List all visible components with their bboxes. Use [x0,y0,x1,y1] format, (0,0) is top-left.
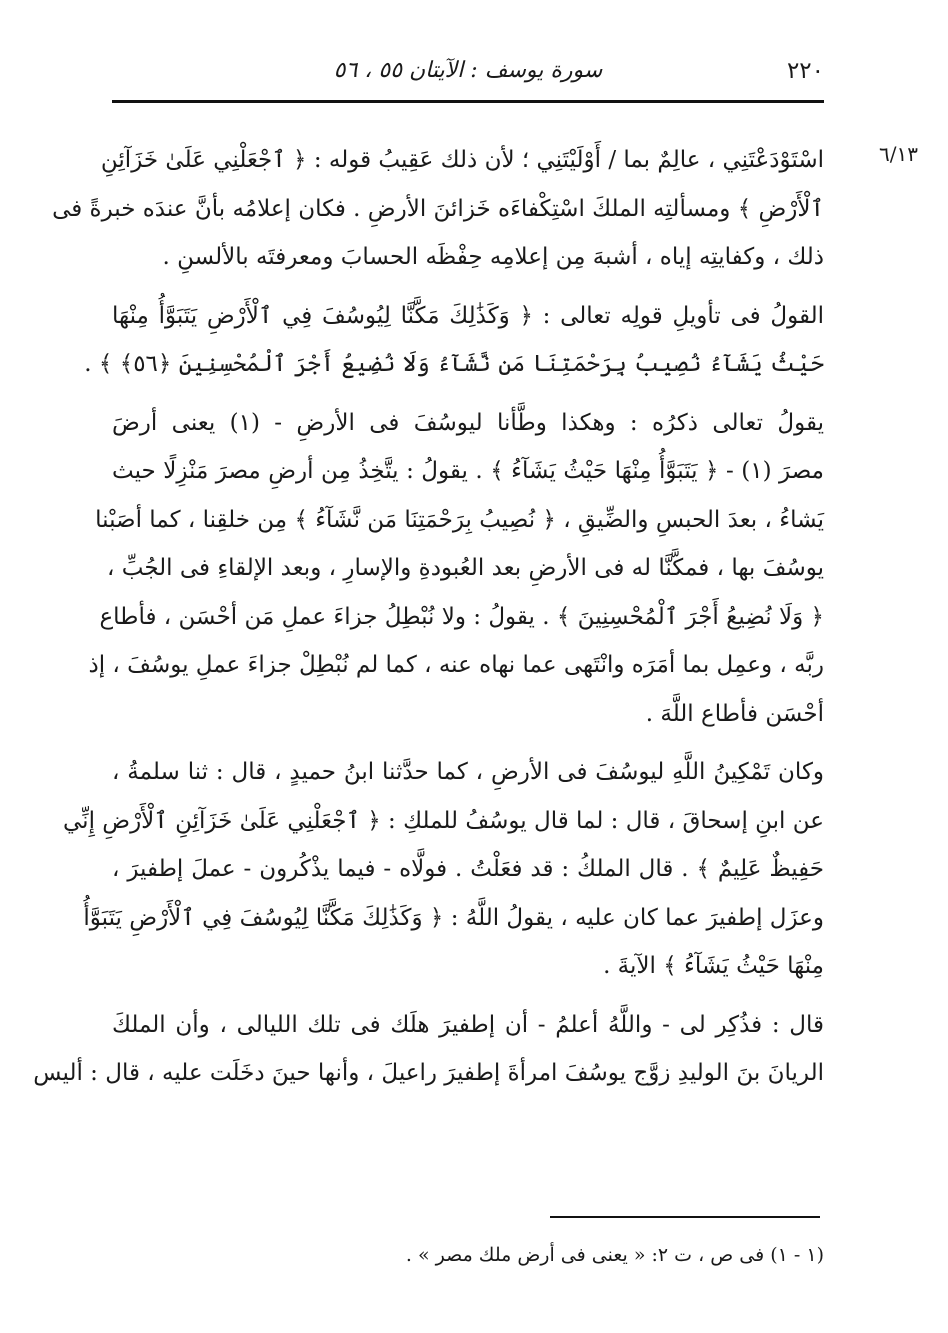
header-rule [112,100,824,103]
text-line: ذلك ، وكفايتِه إياه ، أشبهَ مِن إعلامِه حِفْظَه الحسابَ ومعرفتَه بالألسنِ . [162,244,824,270]
paragraph-gap [112,991,824,1001]
text-line: ﴿ وَلَا نُضِيعُ أَجْرَ ٱلْمُحْسِنِينَ ﴾ . يقولُ : ولا نُبْطِلُ جزاءَ عملِ مَن أحْسَن ، فأطاع [99,603,824,630]
text-line: مصرَ (١) - ﴿ يَتَبَوَّأُ مِنْهَا حَيْثُ يَشَآءُ ﴾ . يقولُ : يتَّخِذُ مِن أرضِ مصرَ مَنْزِلًا حيث [112,458,824,484]
paragraph-gap [112,738,824,748]
page-header [112,52,824,88]
text-line: وعزَل إطفيرَ عما كان عليه ، يقولُ اللَّهُ : ﴿ وَكَذَٰلِكَ مَكَّنَّا لِيُوسُفَ فِي ٱلْأَرْضِ يَتَبَوَّأُ [83,904,824,931]
page-number: ٢٢٠ [786,58,824,84]
text-line: أحْسَن فأطاع اللَّهَ . [645,700,824,727]
text-line: مِنْهَا حَيْثُ يَشَآءُ ﴾ الآيةَ . [603,953,824,979]
text-line: يَشاءُ ، بعدَ الحبسِ والضِّيقِ ، ﴿ نُصِيبُ بِرَحْمَتِنَا مَن نَّشَآءُ ﴾ مِن خلقِنا ، كما أصَبْنا [95,506,824,533]
text-line: حَفِيظٌ عَلِيمٌ ﴾ . قال الملكُ : قد فعَلْتُ . فولَّاه - فيما يذْكُرون - عملَ إطفيرَ ، [112,856,824,882]
text-line: وكان تَمْكِينُ اللَّهِ ليوسُفَ فى الأرضِ ، كما حدَّثنا ابنُ حميدٍ ، قال : ثنا سلمةُ ، [112,759,824,785]
body-text [33,136,824,1098]
text-line: عن ابنِ إسحاقَ ، قال : لما قال يوسُفُ للملكِ : ﴿ ٱجْعَلْنِي عَلَىٰ خَزَآئِنِ ٱلْأَرْضِ إِنِّي [63,807,824,834]
text-line: اسْتَوْدَعْتَنِي ، عالِمٌ بما / أَوْلَيْتَنِي ؛ لأن ذلك عَقِيبُ قوله : ﴿ ٱجْعَلْنِي عَلَىٰ خَزَآئِنِ [100,147,824,173]
text-line: يقولُ تعالى ذكرُه : وهكذا وطَّأنا ليوسُفَ فى الأرضِ - (١) يعنى أرضَ [112,409,824,436]
text-line: ربَّه ، وعمِل بما أمَرَه وانْتَهى عما نهاه عنه ، كما لم نُبْطِلْ جزاءَ عملِ يوسُفَ ، إذ [88,652,824,678]
text-line: ٱلْأَرْضِ ﴾ ومسألتِه الملكَ اسْتِكْفاءَه خَزائنَ الأرضِ . فكان إعلامُه بأنَّ عندَه خبرةً فى [52,195,824,222]
footnote-rule [550,1216,820,1218]
margin-reference: ٦/١٣ [879,142,918,166]
text-line: قال : فذُكِر لى - واللَّهُ أعلمُ - أن إطفيرَ هلَك فى تلك الليالى ، وأن الملكَ [112,1011,824,1038]
paragraph-gap [112,389,824,399]
running-title: سورة يوسف : الآيتان ٥٥ ، ٥٦ [333,58,603,83]
text-line: يوسُفَ بها ، فمكَّنَّا له فى الأرضِ بعد العُبودةِ والإسارِ ، وبعد الإلقاءِ فى الجُبِّ ، [107,555,824,581]
paragraph-gap [112,282,824,292]
footnote: (١ - ١) فى ص ، ت ٢: « يعنى فى أرض ملك مصر » . [405,1244,824,1266]
text-line: حَيْثُ يَشَآءُ نُصِيبُ بِرَحْمَتِنَا مَن نَّشَآءُ وَلَا نُضِيعُ أَجْرَ ٱلْمُحْسِنِينَ ﴿٥٦﴾ ﴾ . [84,351,824,377]
text-line: القولُ فى تأويلِ قولِه تعالى : ﴿ وَكَذَٰلِكَ مَكَّنَّا لِيُوسُفَ فِي ٱلْأَرْضِ يَتَبَوَّأُ مِنْهَا [112,302,824,329]
text-line: الريانَ بنَ الوليدِ زوَّج يوسُفَ امرأةَ إطفيرَ راعيلَ ، وأنها حينَ دخَلَت عليه ، قال : أليس [33,1060,824,1086]
